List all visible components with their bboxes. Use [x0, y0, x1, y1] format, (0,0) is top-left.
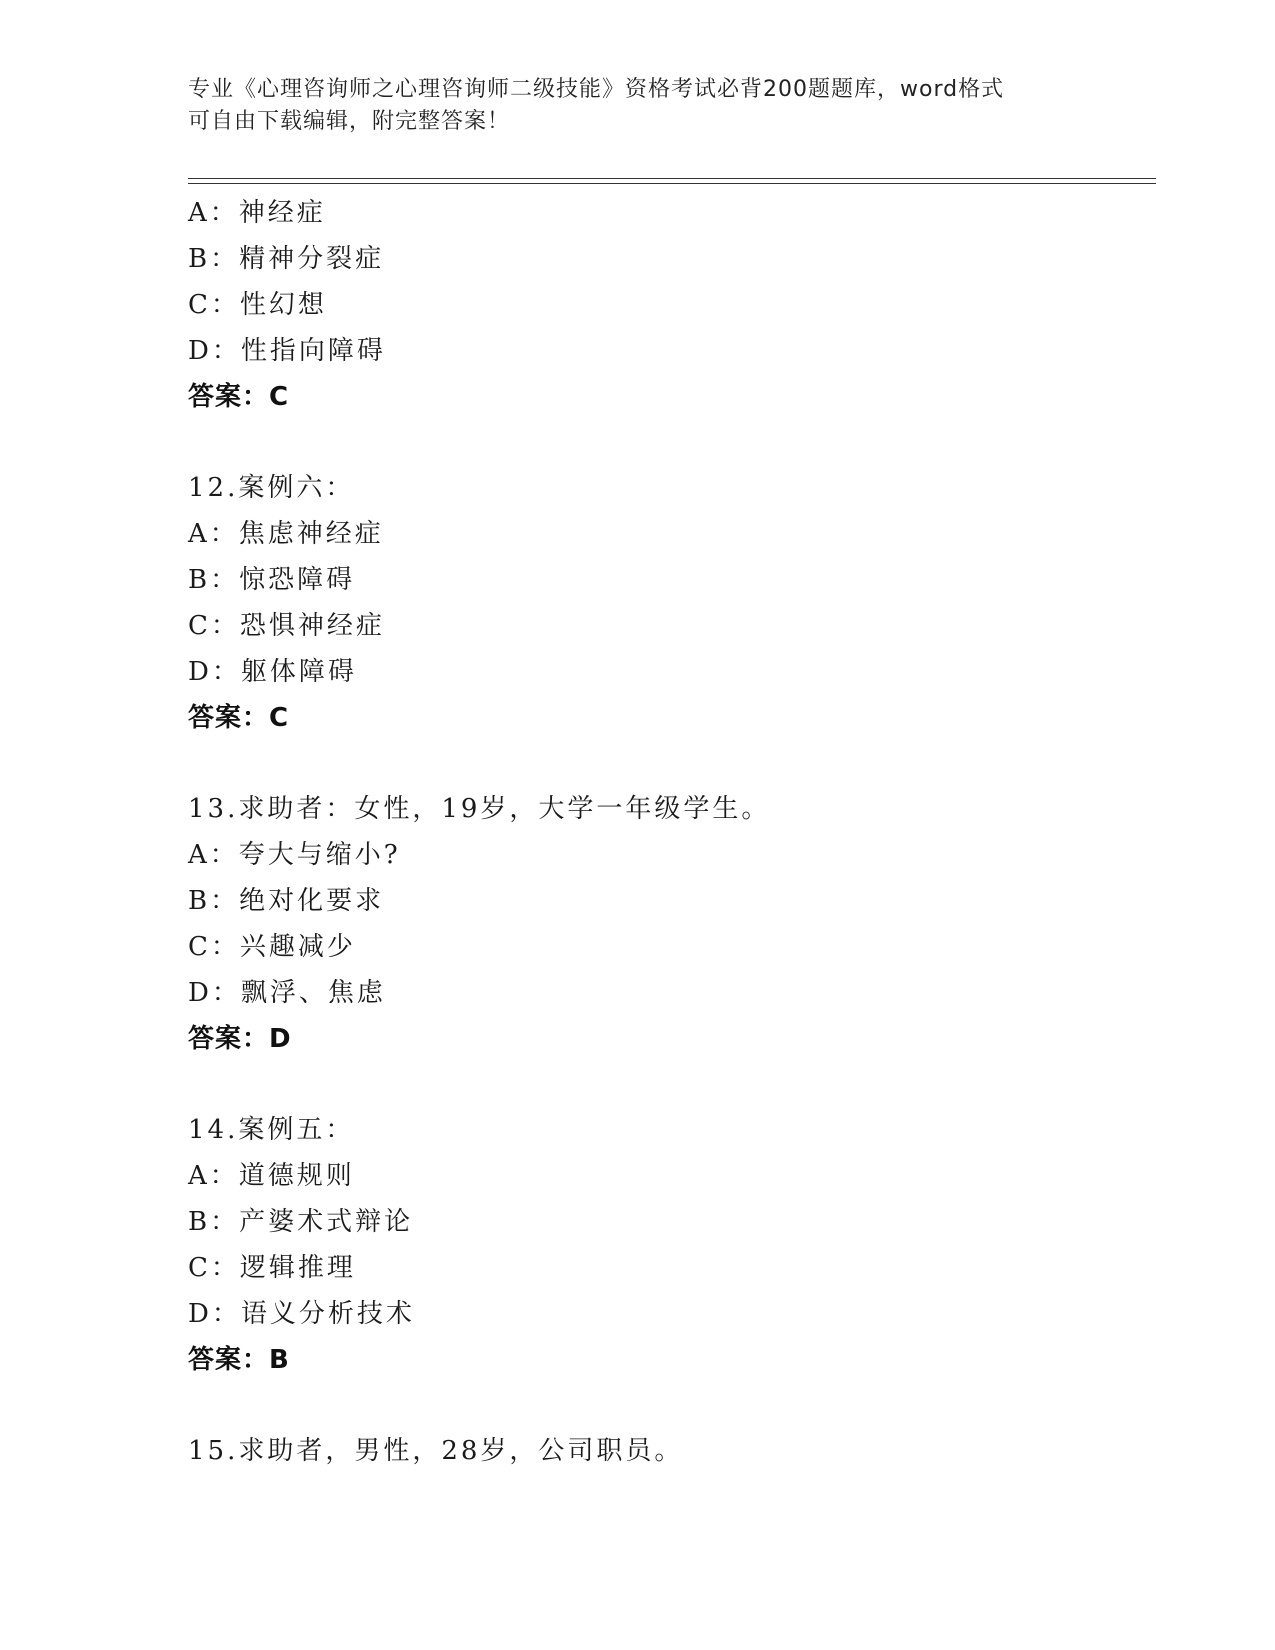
option-d: D：性指向障碍: [188, 336, 386, 366]
header-line-1: 专业《心理咨询师之心理咨询师二级技能》资格考试必背200题题库，word格式: [188, 77, 1005, 102]
question-block: [188, 1107, 1148, 1383]
option-a: A：道德规则: [188, 1161, 355, 1191]
question-list: [188, 190, 1148, 1474]
option-b: B：产婆术式辩论: [188, 1207, 414, 1237]
answer-line: [188, 374, 1148, 420]
answer-value: D: [269, 1024, 292, 1054]
header-rule-bottom: [188, 183, 1156, 184]
question-block: [188, 786, 1148, 1062]
option-c: C：恐惧神经症: [188, 611, 385, 641]
option-c: C：性幻想: [188, 290, 327, 320]
document-header: [188, 74, 1068, 138]
option-b: B：惊恐障碍: [188, 565, 356, 595]
question-block: [188, 190, 1148, 420]
answer-label: 答案：: [188, 1024, 270, 1054]
answer-line: [188, 695, 1148, 741]
answer-value: B: [269, 1345, 290, 1375]
answer-label: 答案：: [188, 382, 270, 412]
option-d: D：语义分析技术: [188, 1299, 415, 1329]
answer-value: C: [269, 382, 290, 412]
answer-line: [188, 1337, 1148, 1383]
header-rule-top: [188, 178, 1156, 179]
answer-label: 答案：: [188, 703, 270, 733]
question-text: 12.案例六：: [188, 473, 355, 503]
answer-label: 答案：: [188, 1345, 270, 1375]
option-b: B：精神分裂症: [188, 244, 385, 274]
option-c: C：逻辑推理: [188, 1253, 356, 1283]
question-text: 14.案例五：: [188, 1115, 355, 1145]
question-block: [188, 465, 1148, 741]
header-line-2: 可自由下载编辑，附完整答案！: [188, 109, 511, 134]
option-d: D：飘浮、焦虑: [188, 978, 386, 1008]
option-b: B：绝对化要求: [188, 886, 385, 916]
question-block: [188, 1428, 1148, 1474]
option-d: D：躯体障碍: [188, 657, 357, 687]
option-a: A：夸大与缩小?: [188, 840, 401, 870]
answer-value: C: [269, 703, 290, 733]
question-text: 15.求助者，男性，28岁，公司职员。: [188, 1436, 684, 1466]
option-a: A：焦虑神经症: [188, 519, 384, 549]
question-text: 13.求助者：女性，19岁，大学一年级学生。: [188, 794, 771, 824]
answer-line: [188, 1016, 1148, 1062]
option-c: C：兴趣减少: [188, 932, 356, 962]
option-a: A：神经症: [188, 198, 326, 228]
